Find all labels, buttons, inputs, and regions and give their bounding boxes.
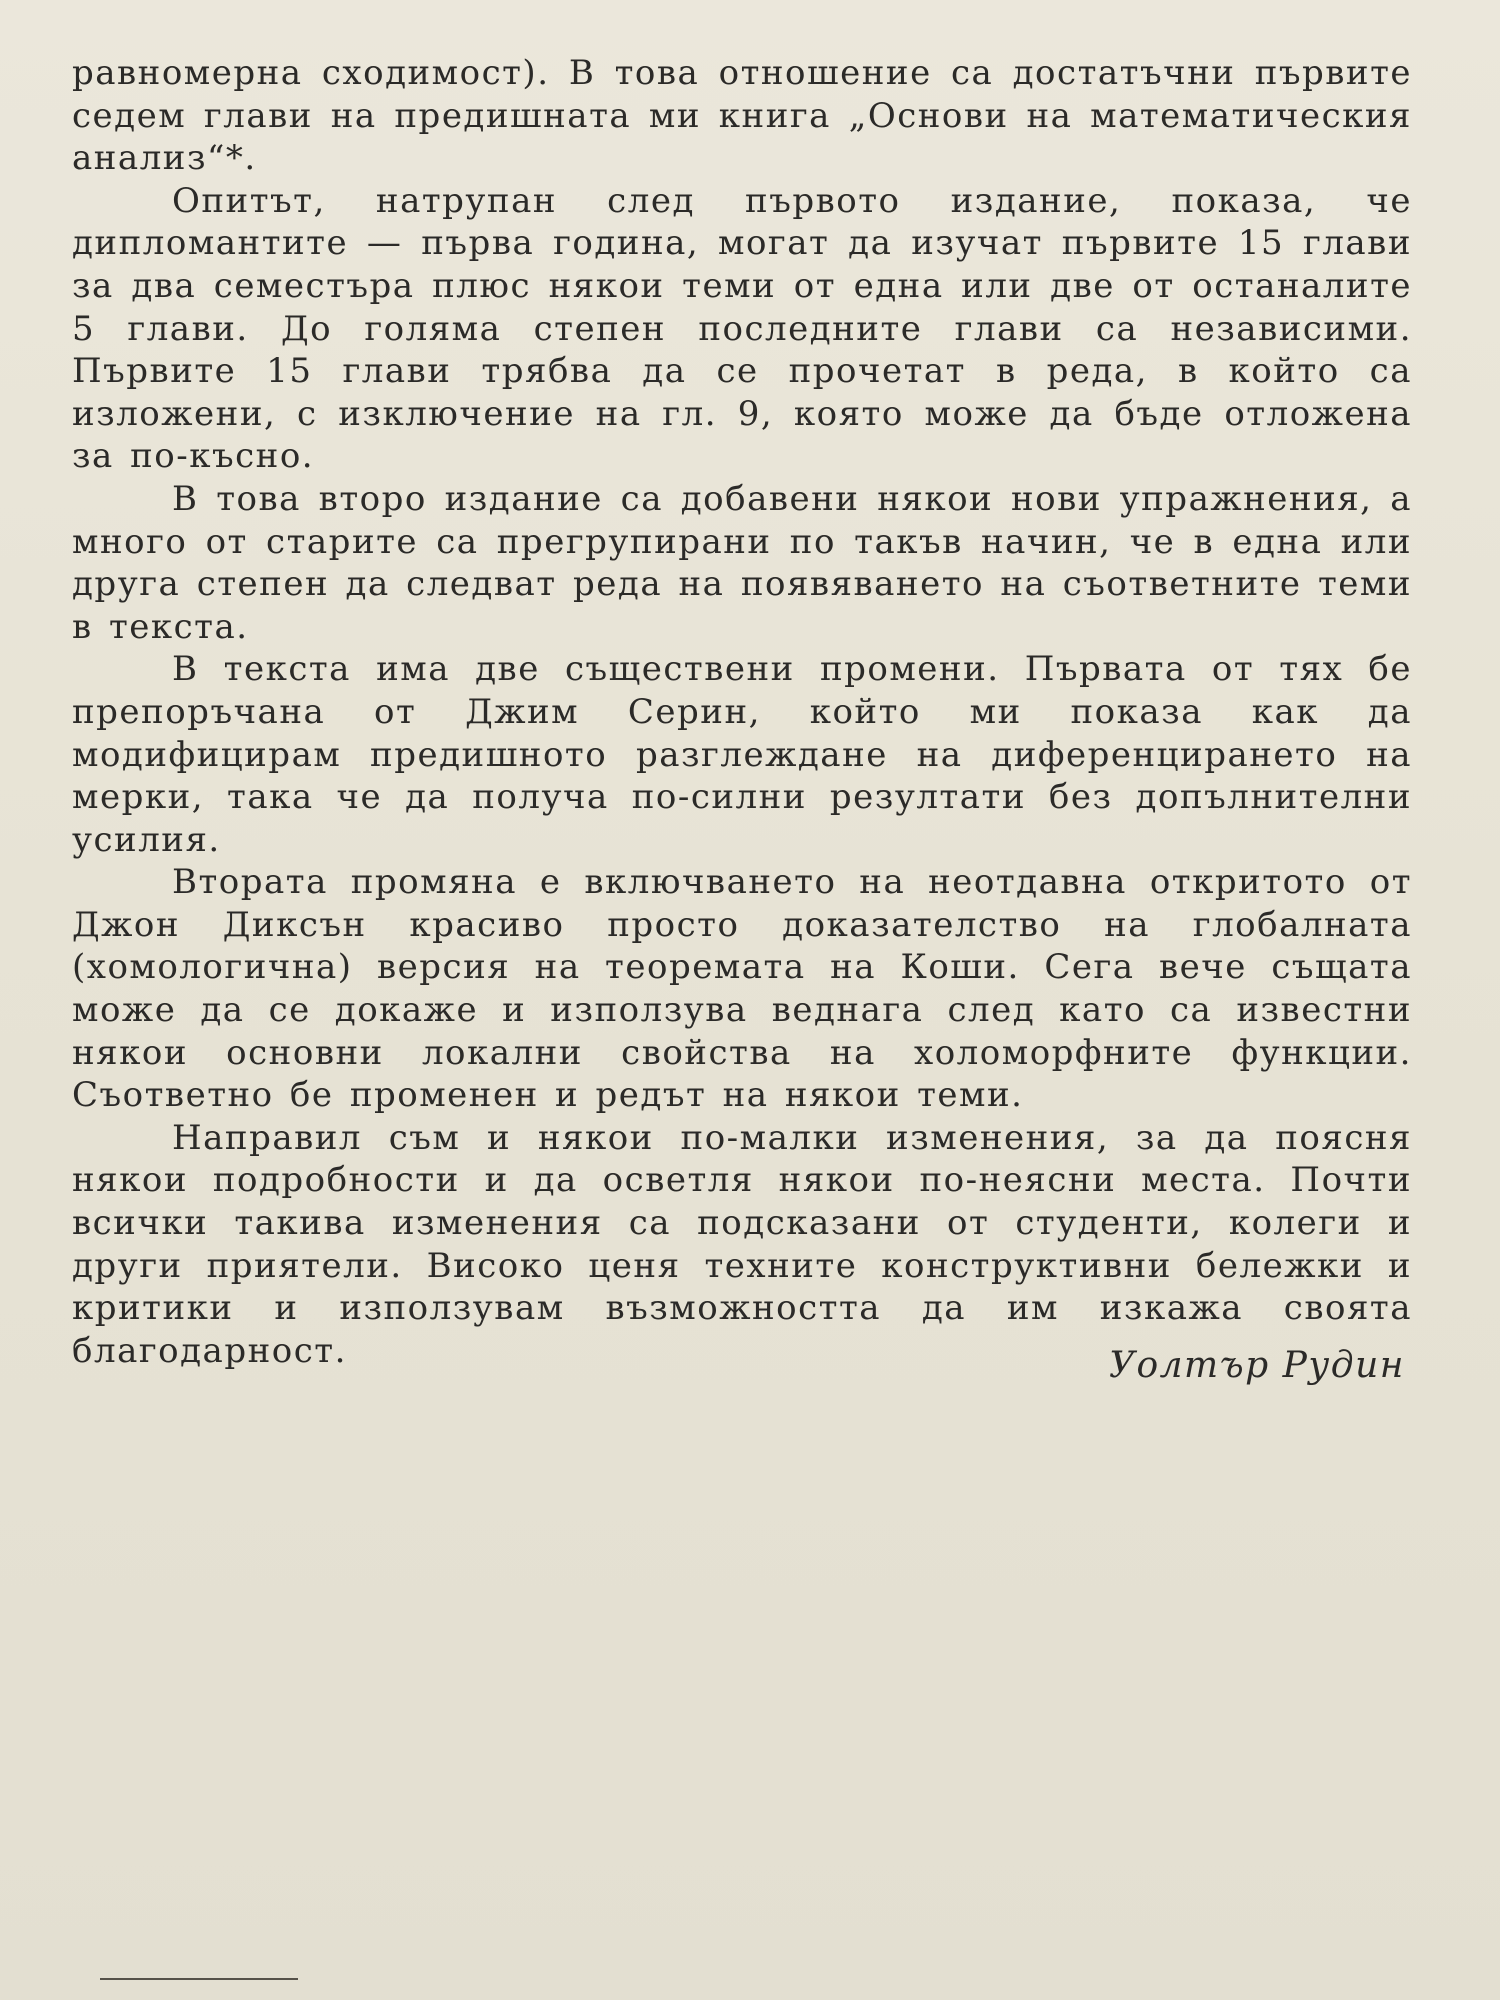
preface-text xyxy=(72,52,1412,1372)
footnote-separator xyxy=(100,1978,298,1980)
paragraph-exercises: В това второ издание са добавени някои нови упражнения, а много от старите са прегрупирани по такъв начин, че в една или друга степен да следват реда на появяването на съответните теми в текста. xyxy=(72,478,1412,647)
paragraph-acknowledgements: Направил съм и някои по-малки изменения, за да поясня някои подробности и да осветля някои по-неясни места. Почти всички такива изменения са подсказани от студенти, колеги и други приятели. Високо ценя техните конструктивни бележки и критики и използувам възможността да им изкажа своята благодарност. xyxy=(72,1117,1412,1371)
paragraph-continuation: равномерна сходимост). В това отношение са достатъчни първите седем глави на предишната ми книга „Основи на математическия анализ“*. xyxy=(72,53,1412,179)
author-signature: Уолтър Рудин xyxy=(1108,1345,1405,1386)
paragraph-experience: Опитът, натрупан след първото издание, показа, че дипломантите — първа година, могат да изучат първите 15 глави за два семестъра плюс някои теми от една или две от останалите 5 глави. До голяма степен последните глави са независими. Първите 15 глави трябва да се прочетат в реда, в който са изложени, с изключение на гл. 9, която може да бъде отложена за по-късно. xyxy=(72,180,1412,477)
paragraph-second-change: Втората промяна е включването на неотдавна откритото от Джон Диксън красиво просто доказателство на глобалната (хомологична) версия на теоремата на Коши. Сега вече същата може да се докаже и използува веднага след като са известни някои основни локални свойства на холоморфните функции. Съответно бе променен и редът на някои теми. xyxy=(72,862,1412,1116)
paragraph-changes: В текста има две съществени промени. Първата от тях бе препоръчана от Джим Серин, който ми показа как да модифицирам предишното разглеждане на диференцирането на мерки, така че да получа по-силни резултати без допълнителни усилия. xyxy=(72,649,1412,860)
